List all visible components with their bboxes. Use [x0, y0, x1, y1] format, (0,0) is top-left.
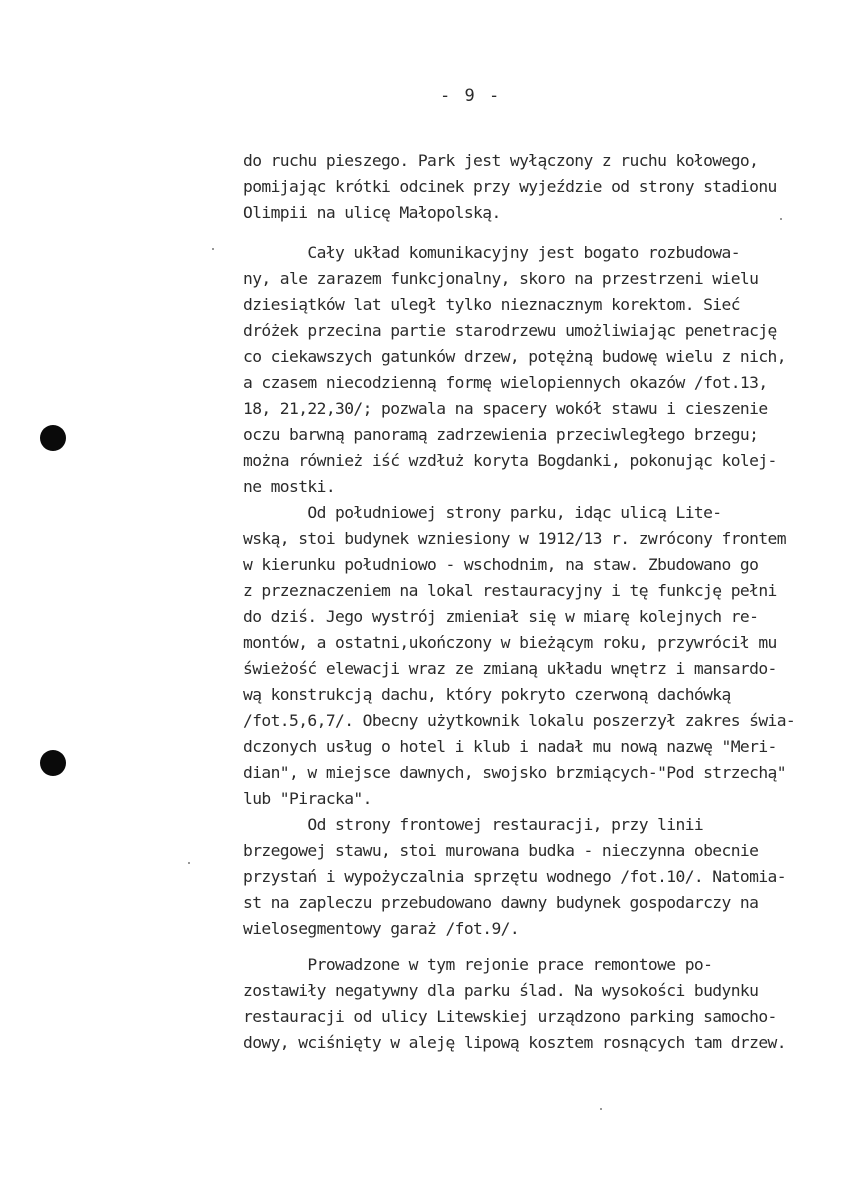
text-line: w kierunku południowo - wschodnim, na staw. Zbudowano go — [243, 555, 759, 574]
text-line: dziesiątków lat uległ tylko nieznacznym korektom. Sieć — [243, 295, 740, 314]
text-line: dowy, wciśnięty w aleję lipową kosztem rosnących tam drzew. — [243, 1033, 786, 1052]
paragraph-1 — [243, 148, 843, 226]
text-line: st na zapleczu przebudowano dawny budynek gospodarczy na — [243, 893, 759, 912]
text-line: 18, 21,22,30/; pozwala na spacery wokół stawu i cieszenie — [243, 399, 768, 418]
punch-hole — [40, 750, 66, 776]
text-line: dian", w miejsce dawnych, swojsko brzmiących-"Pod strzechą" — [243, 763, 786, 782]
text-line: /fot.5,6,7/. Obecny użytkownik lokalu poszerzył zakres świa- — [243, 711, 796, 730]
text-line: do ruchu pieszego. Park jest wyłączony z ruchu kołowego, — [243, 151, 759, 170]
text-line: a czasem niecodzienną formę wielopiennych okazów /fot.13, — [243, 373, 768, 392]
paragraph-5 — [243, 952, 843, 1056]
text-line: ny, ale zarazem funkcjonalny, skoro na przestrzeni wielu — [243, 269, 759, 288]
text-line: z przeznaczeniem na lokal restauracyjny i tę funkcję pełni — [243, 581, 777, 600]
page-number: - 9 - — [440, 86, 502, 106]
punch-hole — [40, 425, 66, 451]
text-line: wą konstrukcją dachu, który pokryto czerwoną dachówką — [243, 685, 731, 704]
text-line: ne mostki. — [243, 477, 336, 496]
text-line: oczu barwną panoramą zadrzewienia przeciwległego brzegu; — [243, 425, 759, 444]
paragraph-4 — [243, 812, 843, 942]
text-line: lub "Piracka". — [243, 789, 372, 808]
text-line: dróżek przecina partie starodrzewu umożliwiając penetrację — [243, 321, 777, 340]
speck — [212, 248, 214, 250]
text-line: Cały układ komunikacyjny jest bogato rozbudowa- — [243, 243, 740, 262]
text-line: restauracji od ulicy Litewskiej urządzono parking samocho- — [243, 1007, 777, 1026]
text-line: świeżość elewacji wraz ze zmianą układu wnętrz i mansardo- — [243, 659, 777, 678]
text-line: montów, a ostatni,ukończony w bieżącym roku, przywrócił mu — [243, 633, 777, 652]
text-line: wską, stoi budynek wzniesiony w 1912/13 r. zwrócony frontem — [243, 529, 786, 548]
text-line: wielosegmentowy garaż /fot.9/. — [243, 919, 520, 938]
text-line: przystań i wypożyczalnia sprzętu wodnego /fot.10/. Natomia- — [243, 867, 786, 886]
text-line: co ciekawszych gatunków drzew, potężną budowę wielu z nich, — [243, 347, 786, 366]
text-line: Prowadzone w tym rejonie prace remontowe po- — [243, 955, 713, 974]
paragraph-2 — [243, 240, 843, 500]
text-line: Od strony frontowej restauracji, przy linii — [243, 815, 704, 834]
text-line: zostawiły negatywny dla parku ślad. Na wysokości budynku — [243, 981, 759, 1000]
text-line: Od południowej strony parku, idąc ulicą Lite- — [243, 503, 722, 522]
speck — [188, 862, 190, 864]
paragraph-3 — [243, 500, 843, 812]
text-line: dczonych usług o hotel i klub i nadał mu nową nazwę "Meri- — [243, 737, 777, 756]
text-line: Olimpii na ulicę Małopolską. — [243, 203, 501, 222]
text-line: brzegowej stawu, stoi murowana budka - nieczynna obecnie — [243, 841, 759, 860]
speck — [600, 1108, 602, 1110]
text-line: można również iść wzdłuż koryta Bogdanki, pokonując kolej- — [243, 451, 777, 470]
text-line: do dziś. Jego wystrój zmieniał się w miarę kolejnych re- — [243, 607, 759, 626]
text-line: pomijając krótki odcinek przy wyjeździe od strony stadionu — [243, 177, 777, 196]
body-text — [243, 148, 843, 1056]
